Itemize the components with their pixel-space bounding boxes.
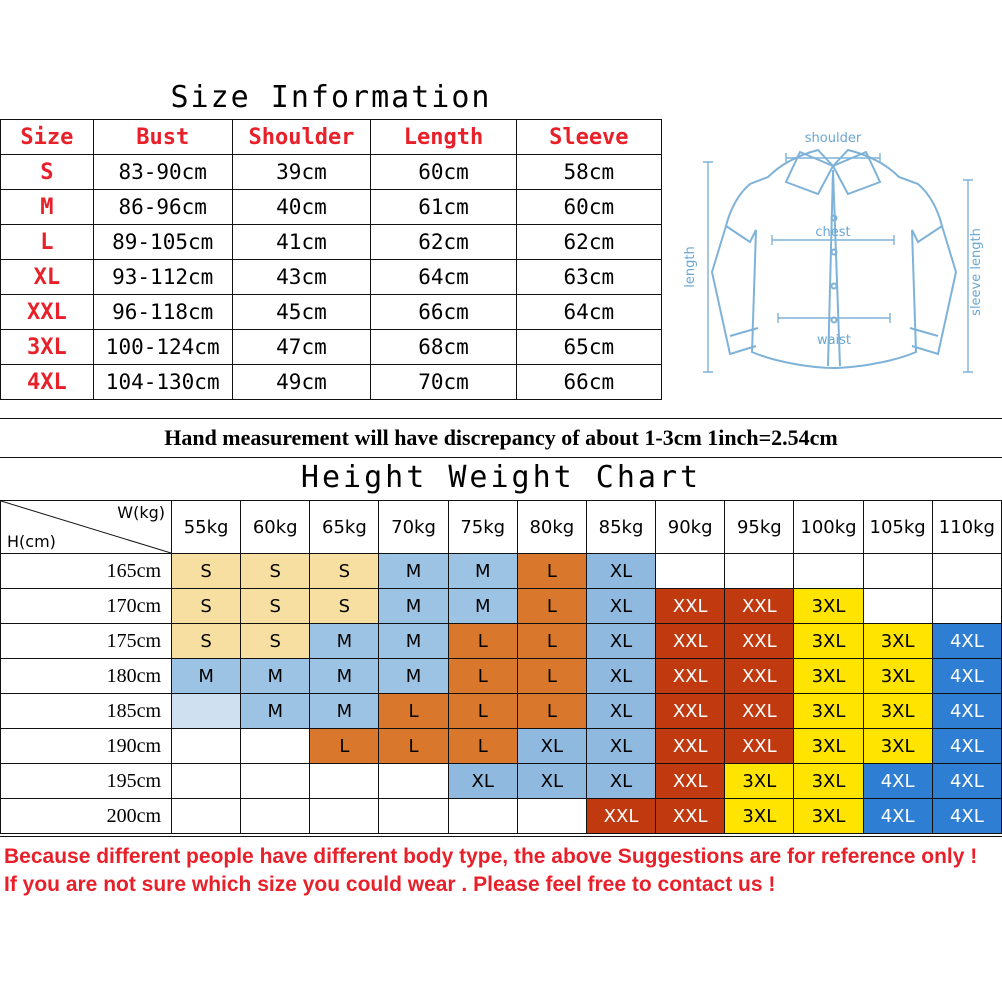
size-value-cell: 65cm [516, 330, 661, 365]
size-recommendation-cell: XXL [656, 589, 725, 624]
height-weight-title: Height Weight Chart [300, 460, 702, 495]
size-recommendation-cell: 3XL [794, 764, 863, 799]
size-value-cell: 60cm [516, 190, 661, 225]
size-value-cell: 93-112cm [93, 260, 232, 295]
size-recommendation-cell: L [379, 694, 448, 729]
size-recommendation-cell: XXL [586, 799, 655, 834]
size-recommendation-cell: M [379, 554, 448, 589]
size-information-table [0, 119, 662, 400]
weight-header-cell: 55kg [172, 501, 241, 554]
size-recommendation-cell: XXL [725, 624, 794, 659]
size-recommendation-cell: XXL [656, 729, 725, 764]
size-recommendation-cell [863, 554, 932, 589]
table-row [1, 799, 1002, 834]
size-value-cell: 68cm [371, 330, 516, 365]
weight-header-cell: 90kg [656, 501, 725, 554]
table-row [1, 694, 1002, 729]
size-label-cell: XL [1, 260, 94, 295]
size-value-cell: 66cm [371, 295, 516, 330]
size-recommendation-cell: M [172, 659, 241, 694]
weight-header-cell: 95kg [725, 501, 794, 554]
size-recommendation-cell: L [517, 624, 586, 659]
size-recommendation-cell [379, 799, 448, 834]
axis-label-height: H(cm) [7, 532, 56, 551]
table-row [1, 225, 662, 260]
label-shoulder: shoulder [804, 131, 862, 146]
size-value-cell: 60cm [371, 155, 516, 190]
size-recommendation-cell: XL [448, 764, 517, 799]
size-value-cell: 58cm [516, 155, 661, 190]
height-header-cell: 195cm [1, 764, 172, 799]
table-row [1, 501, 1002, 554]
weight-header-cell: 65kg [310, 501, 379, 554]
size-recommendation-cell: XXL [725, 694, 794, 729]
size-recommendation-cell: 3XL [794, 694, 863, 729]
measurement-note: Hand measurement will have discrepancy of about 1-3cm 1inch=2.54cm [0, 418, 1002, 458]
size-value-cell: 41cm [232, 225, 371, 260]
weight-header-cell: 85kg [586, 501, 655, 554]
height-header-cell: 190cm [1, 729, 172, 764]
size-recommendation-cell [172, 694, 241, 729]
shirt-diagram [668, 122, 998, 410]
size-recommendation-cell [241, 729, 310, 764]
disclaimer-notes [0, 836, 1002, 901]
size-recommendation-cell: XXL [725, 589, 794, 624]
weight-header-cell: 105kg [863, 501, 932, 554]
size-recommendation-cell [172, 799, 241, 834]
size-information-title: Size Information [170, 80, 492, 115]
weight-header-cell: 70kg [379, 501, 448, 554]
size-recommendation-cell: S [172, 554, 241, 589]
size-recommendation-cell: S [172, 624, 241, 659]
size-recommendation-cell: L [448, 624, 517, 659]
weight-header-cell: 110kg [932, 501, 1001, 554]
size-recommendation-cell: 3XL [725, 799, 794, 834]
size-recommendation-cell: M [379, 589, 448, 624]
size-value-cell: 39cm [232, 155, 371, 190]
size-value-cell: 89-105cm [93, 225, 232, 260]
size-recommendation-cell: XL [586, 694, 655, 729]
size-value-cell: 86-96cm [93, 190, 232, 225]
size-recommendation-cell [794, 554, 863, 589]
size-value-cell: 40cm [232, 190, 371, 225]
size-label-cell: M [1, 190, 94, 225]
size-value-cell: 62cm [516, 225, 661, 260]
size-recommendation-cell: 3XL [725, 764, 794, 799]
size-label-cell: 4XL [1, 365, 94, 400]
size-header-cell: Bust [93, 120, 232, 155]
size-recommendation-cell: XXL [656, 659, 725, 694]
table-row [1, 365, 662, 400]
size-recommendation-cell [932, 589, 1001, 624]
height-weight-table [0, 500, 1002, 834]
size-recommendation-cell: 4XL [932, 799, 1001, 834]
size-recommendation-cell: XL [517, 764, 586, 799]
size-header-cell: Size [1, 120, 94, 155]
size-recommendation-cell: XXL [656, 764, 725, 799]
axis-corner-cell [1, 501, 172, 554]
size-recommendation-cell: L [517, 589, 586, 624]
size-recommendation-cell: M [310, 624, 379, 659]
size-recommendation-cell: XL [586, 764, 655, 799]
size-recommendation-cell [725, 554, 794, 589]
table-row [1, 764, 1002, 799]
size-recommendation-cell [310, 764, 379, 799]
size-value-cell: 62cm [371, 225, 516, 260]
size-recommendation-cell: M [379, 624, 448, 659]
axis-label-weight: W(kg) [117, 503, 165, 522]
size-recommendation-cell [517, 799, 586, 834]
size-recommendation-cell: L [517, 694, 586, 729]
table-row [1, 155, 662, 190]
size-value-cell: 61cm [371, 190, 516, 225]
size-header-cell: Shoulder [232, 120, 371, 155]
size-label-cell: L [1, 225, 94, 260]
size-label-cell: XXL [1, 295, 94, 330]
size-recommendation-cell: XXL [725, 659, 794, 694]
table-row [1, 295, 662, 330]
size-recommendation-cell: XL [586, 589, 655, 624]
weight-header-cell: 100kg [794, 501, 863, 554]
size-recommendation-cell: 3XL [794, 624, 863, 659]
height-header-cell: 180cm [1, 659, 172, 694]
disclaimer-line-1: Because different people have different body type, the above Suggestions are for reference only ! [4, 845, 978, 868]
size-recommendation-cell: XL [517, 729, 586, 764]
size-recommendation-cell [932, 554, 1001, 589]
size-recommendation-cell: XXL [656, 624, 725, 659]
size-recommendation-cell: M [241, 659, 310, 694]
size-value-cell: 100-124cm [93, 330, 232, 365]
size-recommendation-cell: L [448, 659, 517, 694]
table-row [1, 120, 662, 155]
table-row [1, 260, 662, 295]
table-row [1, 330, 662, 365]
table-row [1, 554, 1002, 589]
table-row [1, 190, 662, 225]
size-recommendation-cell: 3XL [863, 729, 932, 764]
size-recommendation-cell: L [310, 729, 379, 764]
size-recommendation-cell: 4XL [863, 764, 932, 799]
size-value-cell: 66cm [516, 365, 661, 400]
label-waist: waist [816, 333, 852, 348]
weight-header-cell: 75kg [448, 501, 517, 554]
size-recommendation-cell: L [517, 554, 586, 589]
height-header-cell: 170cm [1, 589, 172, 624]
size-recommendation-cell [656, 554, 725, 589]
size-recommendation-cell: 4XL [932, 729, 1001, 764]
label-chest: chest [815, 225, 851, 240]
size-recommendation-cell: 4XL [932, 659, 1001, 694]
size-recommendation-cell: 4XL [932, 694, 1001, 729]
size-value-cell: 45cm [232, 295, 371, 330]
size-label-cell: 3XL [1, 330, 94, 365]
size-recommendation-cell: 4XL [932, 624, 1001, 659]
height-header-cell: 200cm [1, 799, 172, 834]
size-label-cell: S [1, 155, 94, 190]
size-recommendation-cell [172, 729, 241, 764]
size-recommendation-cell: 3XL [863, 624, 932, 659]
table-row [1, 659, 1002, 694]
size-value-cell: 43cm [232, 260, 371, 295]
size-recommendation-cell: S [310, 589, 379, 624]
size-recommendation-cell: S [241, 554, 310, 589]
size-recommendation-cell [379, 764, 448, 799]
size-recommendation-cell: XXL [725, 729, 794, 764]
size-header-cell: Sleeve [516, 120, 661, 155]
size-recommendation-cell: XXL [656, 694, 725, 729]
size-recommendation-cell: S [241, 589, 310, 624]
size-recommendation-cell: 4XL [932, 764, 1001, 799]
table-row [1, 624, 1002, 659]
size-value-cell: 104-130cm [93, 365, 232, 400]
size-recommendation-cell: L [448, 729, 517, 764]
size-value-cell: 70cm [371, 365, 516, 400]
height-header-cell: 175cm [1, 624, 172, 659]
weight-header-cell: 80kg [517, 501, 586, 554]
size-recommendation-cell: 4XL [863, 799, 932, 834]
size-recommendation-cell [241, 799, 310, 834]
size-recommendation-cell: 3XL [794, 589, 863, 624]
size-recommendation-cell [863, 589, 932, 624]
size-header-cell: Length [371, 120, 516, 155]
size-recommendation-cell: S [241, 624, 310, 659]
size-recommendation-cell: M [448, 589, 517, 624]
size-value-cell: 63cm [516, 260, 661, 295]
size-recommendation-cell: M [379, 659, 448, 694]
size-value-cell: 64cm [371, 260, 516, 295]
size-value-cell: 47cm [232, 330, 371, 365]
label-sleeve-length: sleeve length [969, 228, 984, 316]
height-header-cell: 165cm [1, 554, 172, 589]
size-recommendation-cell: M [310, 694, 379, 729]
size-recommendation-cell: XXL [656, 799, 725, 834]
size-recommendation-cell: 3XL [794, 799, 863, 834]
size-recommendation-cell: 3XL [794, 729, 863, 764]
size-recommendation-cell: 3XL [863, 659, 932, 694]
size-recommendation-cell: L [379, 729, 448, 764]
size-recommendation-cell [172, 764, 241, 799]
size-recommendation-cell: M [241, 694, 310, 729]
size-recommendation-cell: S [310, 554, 379, 589]
size-recommendation-cell: S [172, 589, 241, 624]
size-value-cell: 49cm [232, 365, 371, 400]
size-value-cell: 83-90cm [93, 155, 232, 190]
size-recommendation-cell: XL [586, 659, 655, 694]
size-recommendation-cell [310, 799, 379, 834]
label-length: length [683, 246, 698, 288]
size-recommendation-cell: XL [586, 729, 655, 764]
height-header-cell: 185cm [1, 694, 172, 729]
size-recommendation-cell: M [448, 554, 517, 589]
size-recommendation-cell: XL [586, 624, 655, 659]
size-recommendation-cell: XL [586, 554, 655, 589]
size-recommendation-cell: 3XL [794, 659, 863, 694]
size-recommendation-cell: L [448, 694, 517, 729]
weight-header-cell: 60kg [241, 501, 310, 554]
size-recommendation-cell: M [310, 659, 379, 694]
table-row [1, 589, 1002, 624]
disclaimer-line-2: If you are not sure which size you could wear . Please feel free to contact us ! [4, 873, 776, 896]
size-recommendation-cell [448, 799, 517, 834]
size-value-cell: 64cm [516, 295, 661, 330]
table-row [1, 729, 1002, 764]
size-value-cell: 96-118cm [93, 295, 232, 330]
size-recommendation-cell: 3XL [863, 694, 932, 729]
size-recommendation-cell [241, 764, 310, 799]
size-recommendation-cell: L [517, 659, 586, 694]
